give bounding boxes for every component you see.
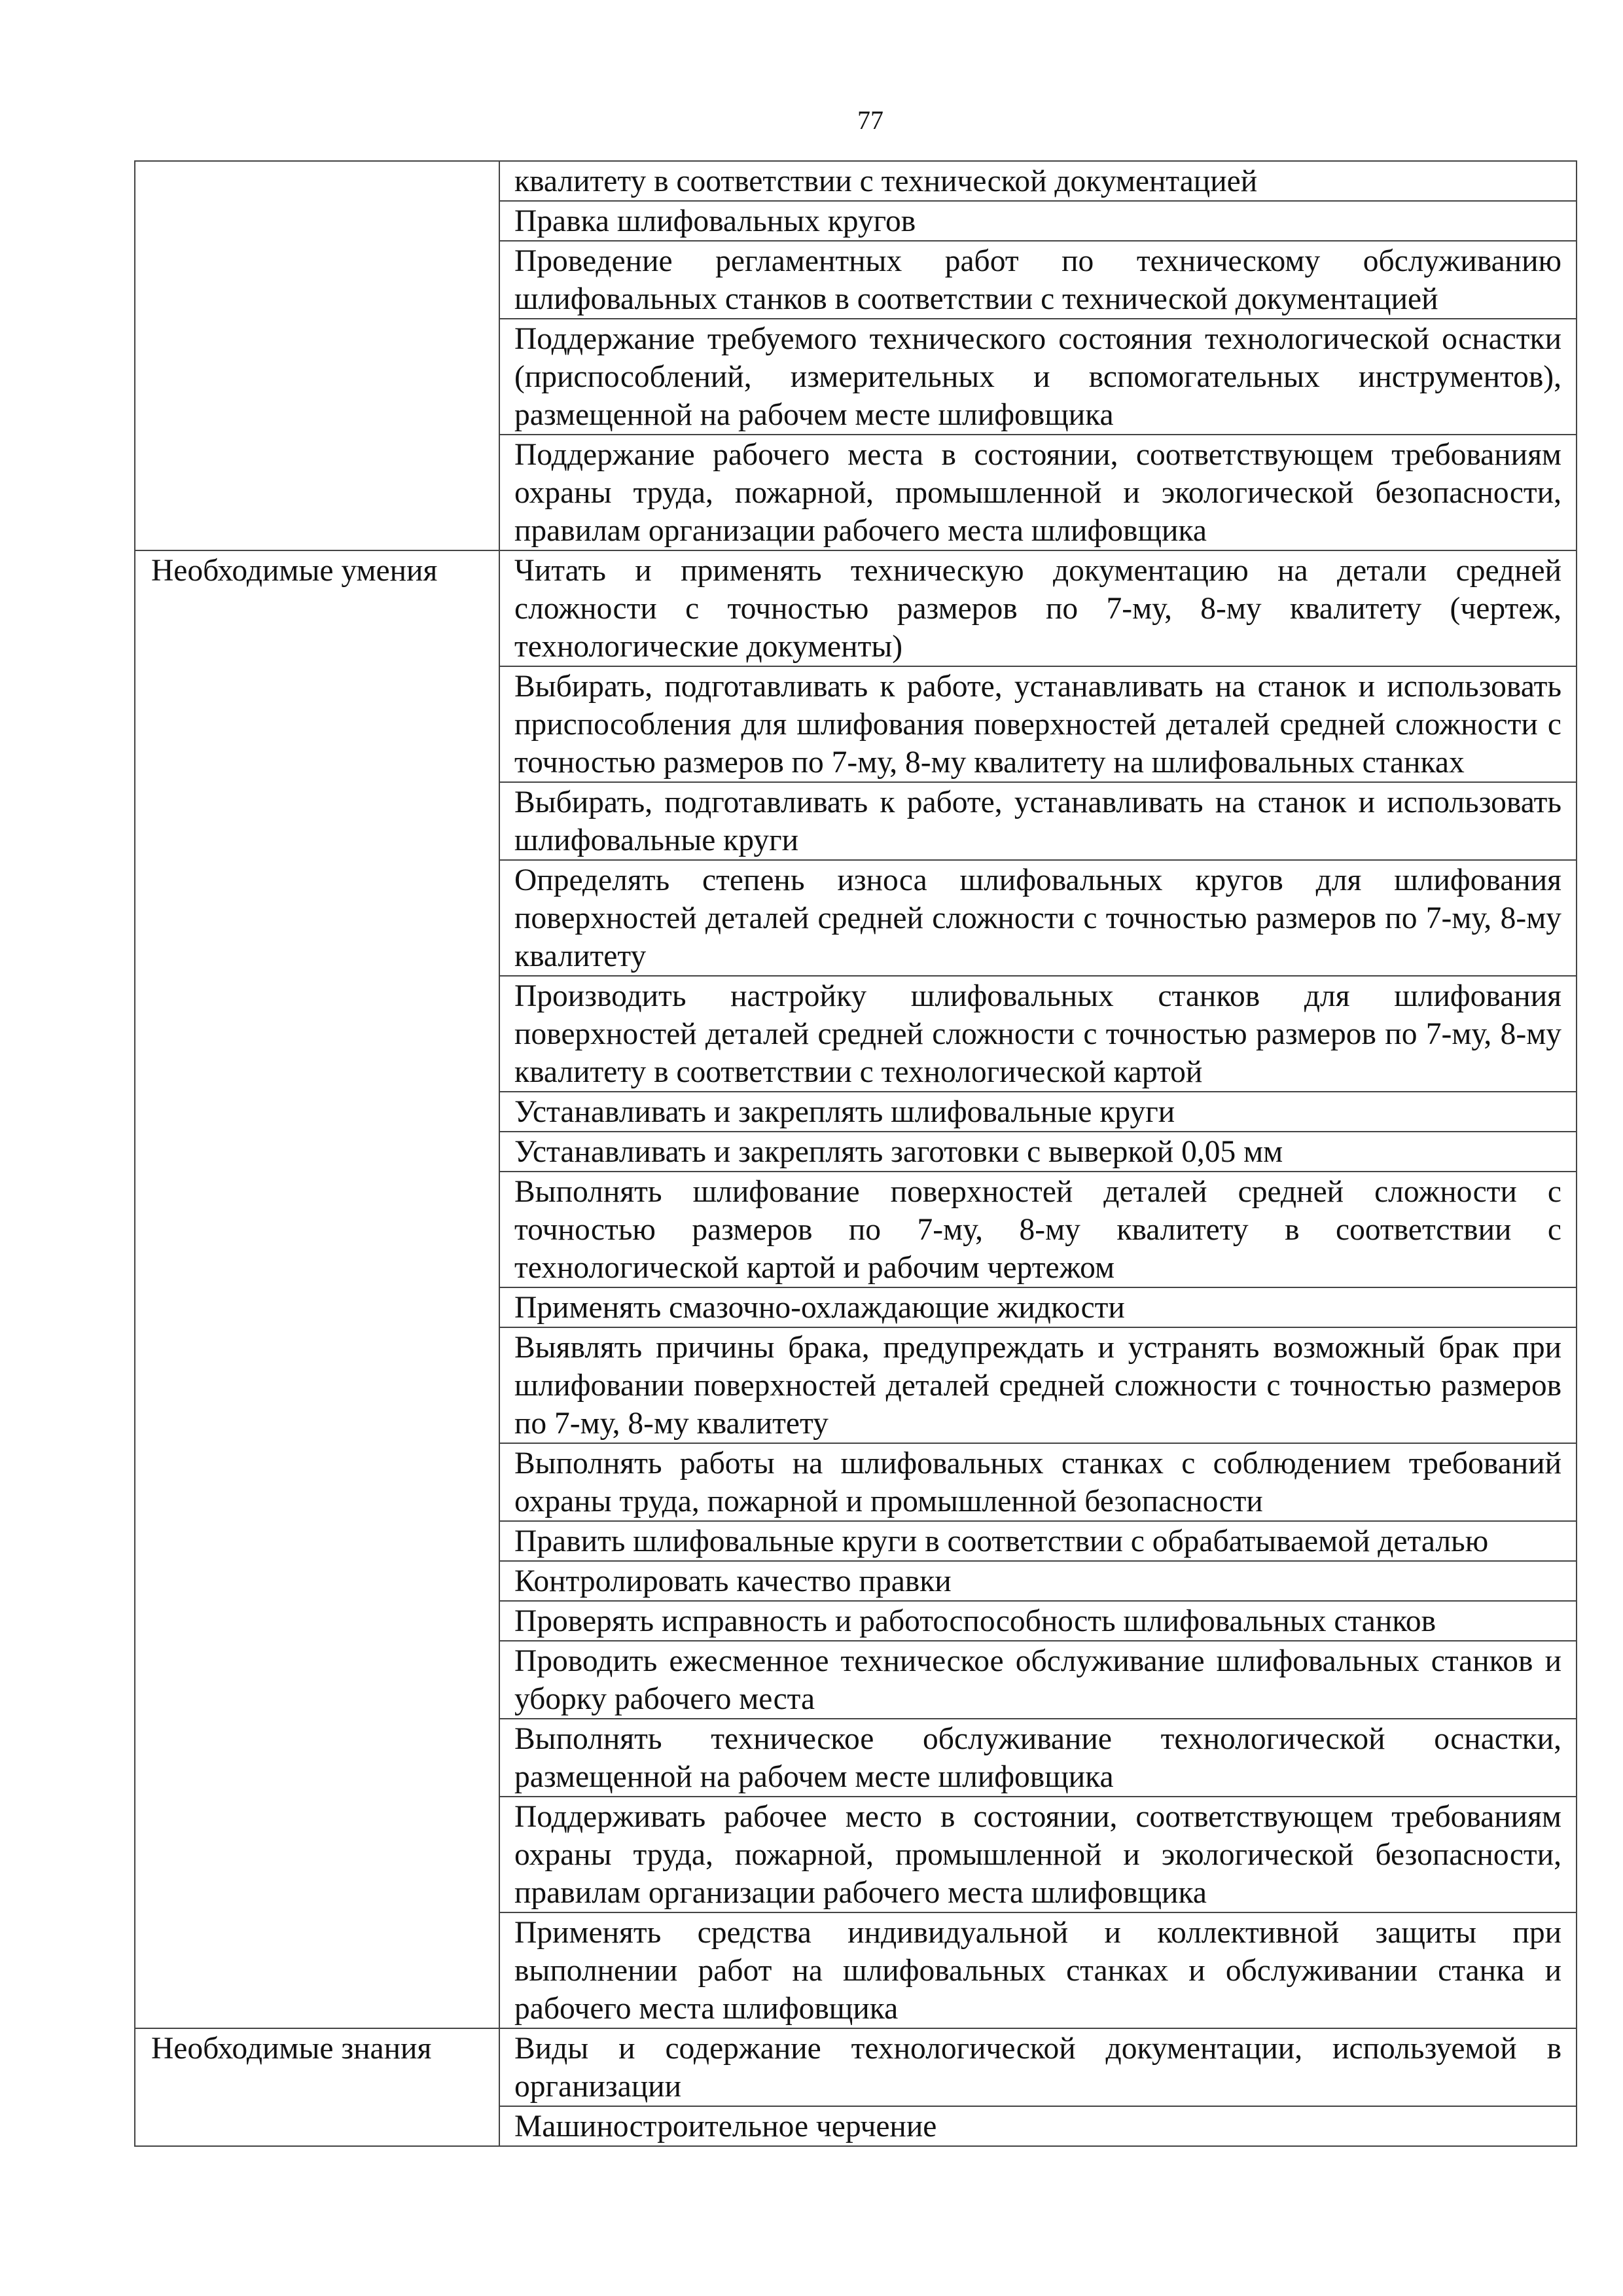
table-cell-description: Поддержание требуемого технического состояния технологической оснастки (приспособлений, измерительных и вспомогательных инструментов), размещенной на рабочем месте шлифовщика: [499, 319, 1577, 435]
table-cell-description: Выполнять техническое обслуживание технологической оснастки, размещенной на рабочем месте шлифовщика: [499, 1719, 1577, 1797]
table-cell-description: Виды и содержание технологической документации, используемой в организации: [499, 2028, 1577, 2106]
table-cell-description: Читать и применять техническую документацию на детали средней сложности с точностью размеров по 7-му, 8-му квалитету (чертеж, технологические документы): [499, 550, 1577, 666]
continued-group-label: [135, 161, 499, 550]
requirements-table-body: [135, 161, 1577, 2146]
table-cell-description: Выбирать, подготавливать к работе, устанавливать на станок и использовать шлифовальные круги: [499, 782, 1577, 860]
table-cell-description: Выполнять шлифование поверхностей деталей средней сложности с точностью размеров по 7-му, 8-му квалитету в соответствии с технологической картой и рабочим чертежом: [499, 1172, 1577, 1287]
table-cell-description: Устанавливать и закреплять заготовки с выверкой 0,05 мм: [499, 1132, 1577, 1172]
table-cell-description: Выявлять причины брака, предупреждать и устранять возможный брак при шлифовании поверхностей деталей средней сложности с точностью размеров по 7-му, 8-му квалитету: [499, 1327, 1577, 1443]
table-cell-description: Применять средства индивидуальной и коллективной защиты при выполнении работ на шлифовальных станках и обслуживании станка и рабочего места шлифовщика: [499, 1912, 1577, 2028]
table-cell-description: Править шлифовальные круги в соответствии с обрабатываемой деталью: [499, 1521, 1577, 1561]
knowledge-group-label: Необходимые знания: [135, 2028, 499, 2146]
skills-group-label: Необходимые умения: [135, 550, 499, 2028]
table-cell-description: Проведение регламентных работ по техническому обслуживанию шлифовальных станков в соответствии с технической документацией: [499, 241, 1577, 319]
table-cell-description: Применять смазочно-охлаждающие жидкости: [499, 1287, 1577, 1327]
table-cell-description: Проводить ежесменное техническое обслуживание шлифовальных станков и уборку рабочего места: [499, 1641, 1577, 1719]
table-row: [135, 550, 1577, 666]
table-cell-description: Выполнять работы на шлифовальных станках с соблюдением требований охраны труда, пожарной и промышленной безопасности: [499, 1443, 1577, 1521]
table-cell-description: Производить настройку шлифовальных станков для шлифования поверхностей деталей средней сложности с точностью размеров по 7-му, 8-му квалитету в соответствии с технологической картой: [499, 976, 1577, 1092]
requirements-table: [134, 160, 1577, 2147]
table-cell-description: Поддержание рабочего места в состоянии, соответствующем требованиям охраны труда, пожарной, промышленной и экологической безопасности, правилам организации рабочего места шлифовщика: [499, 435, 1577, 550]
table-cell-description: Устанавливать и закреплять шлифовальные круги: [499, 1092, 1577, 1132]
table-row: [135, 161, 1577, 201]
table-cell-description: Проверять исправность и работоспособность шлифовальных станков: [499, 1601, 1577, 1641]
table-cell-description: квалитету в соответствии с технической документацией: [499, 161, 1577, 201]
table-cell-description: Поддерживать рабочее место в состоянии, соответствующем требованиям охраны труда, пожарной, промышленной и экологической безопасности, правилам организации рабочего места шлифовщика: [499, 1797, 1577, 1912]
table-row: [135, 2028, 1577, 2106]
table-cell-description: Определять степень износа шлифовальных кругов для шлифования поверхностей деталей средней сложности с точностью размеров по 7-му, 8-му квалитету: [499, 860, 1577, 976]
table-cell-description: Выбирать, подготавливать к работе, устанавливать на станок и использовать приспособления для шлифования поверхностей деталей средней сложности с точностью размеров по 7-му, 8-му квалитету на шлифовальных станках: [499, 666, 1577, 782]
table-cell-description: Правка шлифовальных кругов: [499, 201, 1577, 241]
table-cell-description: Машиностроительное черчение: [499, 2106, 1577, 2146]
page-number: 77: [857, 105, 883, 135]
table-cell-description: Контролировать качество правки: [499, 1561, 1577, 1601]
